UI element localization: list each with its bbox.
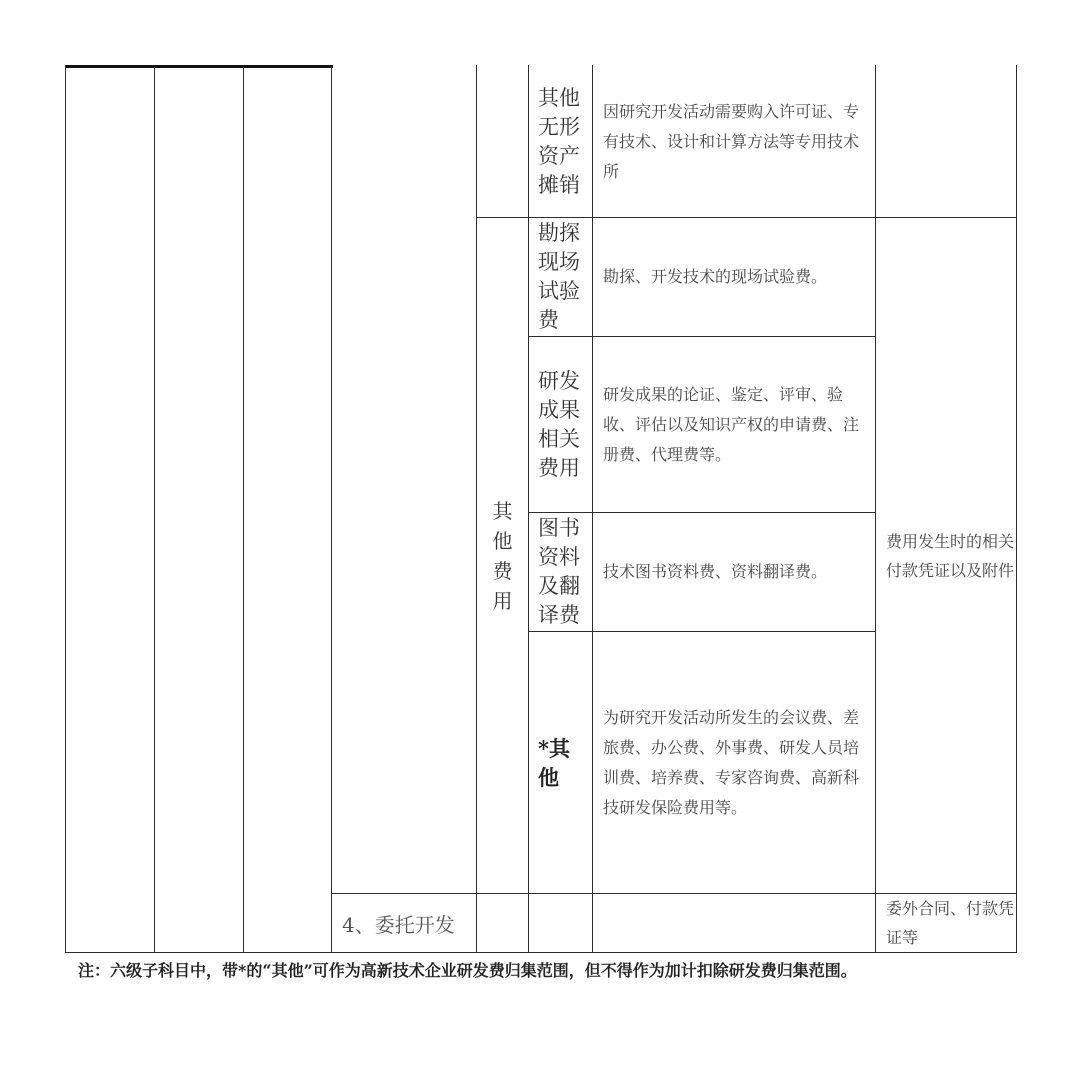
col-line <box>243 65 244 953</box>
col-line <box>65 65 66 953</box>
subject-cell <box>538 218 592 336</box>
subject-label: 其他 无形 资产 摊销 <box>538 85 580 197</box>
col-line <box>331 65 332 953</box>
subject-cell <box>538 513 592 631</box>
col-line <box>528 65 529 953</box>
description-cell <box>593 513 875 631</box>
commissioned-label: 4、委托开发 <box>342 912 455 937</box>
description-cell <box>593 337 875 512</box>
description-text: 研发成果的论证、鉴定、评审、验收、评估以及知识产权的申请费、注册费、代理费等。 <box>603 384 860 464</box>
description-text: 为研究开发活动所发生的会议费、差旅费、办公费、外事费、研发人员培训费、培养费、专家咨询费、高新科技研发保险费用等。 <box>603 707 860 817</box>
description-cell <box>593 218 875 336</box>
footnote: 注：六级子科目中，带*的“其他”可作为高新技术企业研发费归集范围，但不得作为加计扣除研发费归集范围。 <box>78 961 857 980</box>
description-cell <box>593 632 875 893</box>
commissioned-label-cell <box>332 894 486 952</box>
subject-label: *其 他 <box>538 735 570 790</box>
subject-cell <box>538 66 592 217</box>
commissioned-evidence: 委外合同、付款凭证等 <box>886 899 1015 947</box>
commissioned-evidence-cell <box>876 894 1016 952</box>
top-border <box>65 65 333 68</box>
col-line <box>1016 65 1017 953</box>
col-line <box>154 65 155 953</box>
category-label: 其 他 费 用 <box>492 498 513 613</box>
description-text: 技术图书资料费、资料翻译费。 <box>603 562 828 581</box>
subject-label: 图书 资料 及翻 译费 <box>538 516 580 627</box>
evidence-text: 费用发生时的相关付款凭证以及附件 <box>886 531 1015 580</box>
description-text: 勘探、开发技术的现场试验费。 <box>603 267 828 286</box>
description-cell <box>593 66 875 217</box>
category-cell <box>477 218 528 893</box>
subject-label: 研发 成果 相关 费用 <box>538 368 580 480</box>
subject-cell <box>538 337 592 512</box>
evidence-cell <box>876 218 1016 893</box>
description-text: 因研究开发活动需要购入许可证、专有技术、设计和计算方法等专用技术所 <box>603 101 860 181</box>
subject-cell <box>538 632 592 893</box>
subject-label: 勘探 现场 试验 费 <box>538 221 580 332</box>
